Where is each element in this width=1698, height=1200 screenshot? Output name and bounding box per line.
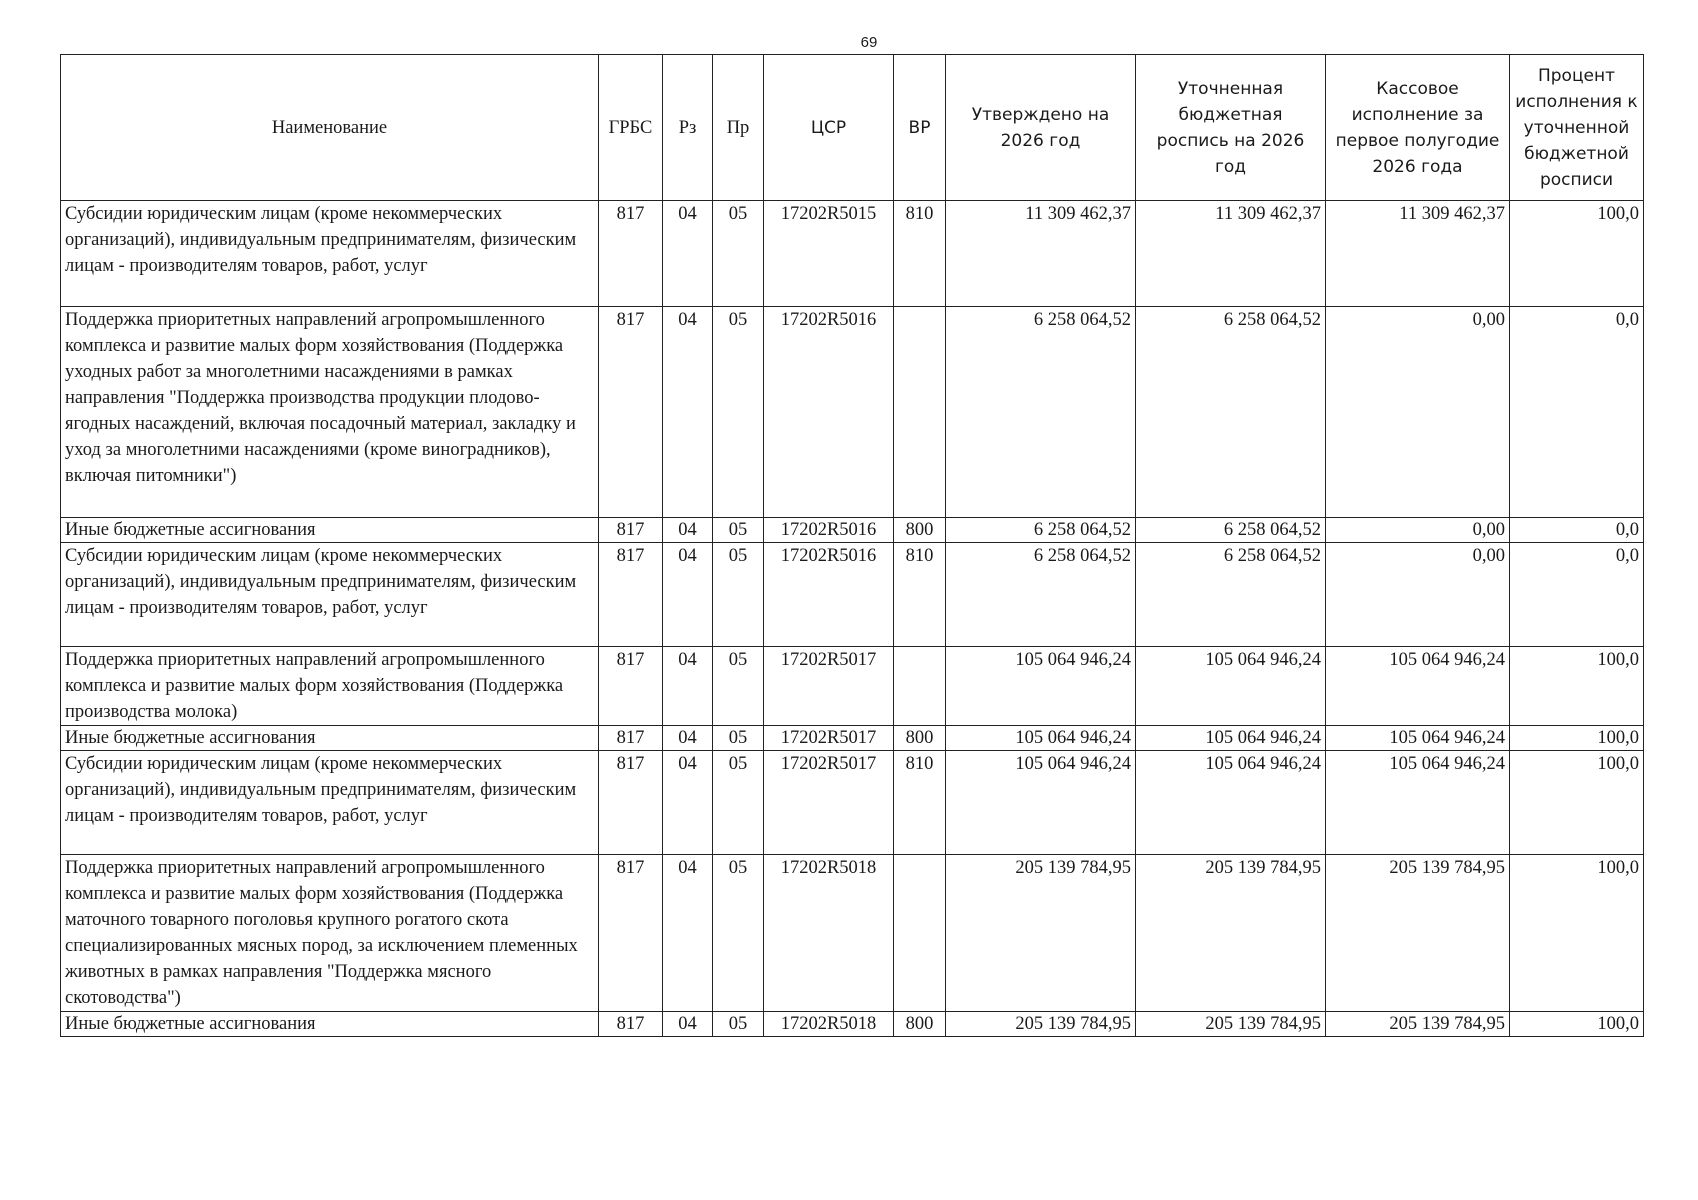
row-grbs: 817	[599, 726, 663, 751]
header-cash: Кассовое исполнение за первое полугодие 2026 года	[1326, 55, 1510, 201]
row-percent: 0,0	[1510, 307, 1644, 518]
row-grbs: 817	[599, 1012, 663, 1037]
header-percent: Процент исполнения к уточненной бюджетной росписи	[1510, 55, 1644, 201]
row-name: Поддержка приоритетных направлений агропромышленного комплекса и развитие малых форм хозяйствования (Поддержка маточного товарного поголовья крупного рогатого скота специализированных мясных пород, за исключением племенных животных в рамках направления "Поддержка мясного скотоводства")	[61, 855, 599, 1012]
row-grbs: 817	[599, 201, 663, 307]
row-approved: 105 064 946,24	[946, 726, 1136, 751]
row-vr: 800	[894, 1012, 946, 1037]
row-pr: 05	[713, 518, 764, 543]
table-row	[61, 307, 1644, 518]
row-name: Иные бюджетные ассигнования	[61, 1012, 599, 1037]
row-refined: 6 258 064,52	[1136, 307, 1326, 518]
table-row	[61, 201, 1644, 307]
row-grbs: 817	[599, 751, 663, 855]
row-grbs: 817	[599, 307, 663, 518]
row-csr: 17202R5018	[764, 1012, 894, 1037]
row-cash: 11 309 462,37	[1326, 201, 1510, 307]
row-csr: 17202R5018	[764, 855, 894, 1012]
row-percent: 0,0	[1510, 543, 1644, 647]
row-grbs: 817	[599, 543, 663, 647]
row-name: Субсидии юридическим лицам (кроме некоммерческих организаций), индивидуальным предпринимателям, физическим лицам - производителям товаров, работ, услуг	[61, 751, 599, 855]
row-percent: 100,0	[1510, 855, 1644, 1012]
row-rz: 04	[663, 647, 713, 726]
row-csr: 17202R5017	[764, 726, 894, 751]
row-percent: 100,0	[1510, 751, 1644, 855]
header-approved: Утверждено на 2026 год	[946, 55, 1136, 201]
budget-execution-table	[60, 54, 1644, 1037]
row-rz: 04	[663, 855, 713, 1012]
row-pr: 05	[713, 543, 764, 647]
row-csr: 17202R5016	[764, 307, 894, 518]
row-refined: 11 309 462,37	[1136, 201, 1326, 307]
row-vr: 800	[894, 726, 946, 751]
table-row	[61, 543, 1644, 647]
row-vr	[894, 307, 946, 518]
table-row	[61, 518, 1644, 543]
row-refined: 205 139 784,95	[1136, 855, 1326, 1012]
row-percent: 100,0	[1510, 201, 1644, 307]
row-grbs: 817	[599, 518, 663, 543]
table-row	[61, 855, 1644, 1012]
header-pr: Пр	[713, 55, 764, 201]
row-vr: 800	[894, 518, 946, 543]
row-name: Субсидии юридическим лицам (кроме некоммерческих организаций), индивидуальным предпринимателям, физическим лицам - производителям товаров, работ, услуг	[61, 543, 599, 647]
row-refined: 6 258 064,52	[1136, 518, 1326, 543]
row-name: Иные бюджетные ассигнования	[61, 726, 599, 751]
row-pr: 05	[713, 751, 764, 855]
row-vr: 810	[894, 751, 946, 855]
row-cash: 205 139 784,95	[1326, 1012, 1510, 1037]
row-approved: 6 258 064,52	[946, 518, 1136, 543]
row-pr: 05	[713, 201, 764, 307]
row-name: Поддержка приоритетных направлений агропромышленного комплекса и развитие малых форм хозяйствования (Поддержка уходных работ за многолетними насаждениями в рамках направления "Поддержка производства продукции плодово-ягодных насаждений, включая посадочный материал, закладку и уход за многолетними насаждениями (кроме виноградников), включая питомники")	[61, 307, 599, 518]
row-cash: 0,00	[1326, 543, 1510, 647]
row-cash: 105 064 946,24	[1326, 726, 1510, 751]
header-rz: Рз	[663, 55, 713, 201]
row-refined: 6 258 064,52	[1136, 543, 1326, 647]
row-pr: 05	[713, 855, 764, 1012]
budget-table-container	[60, 54, 1643, 1037]
row-name: Поддержка приоритетных направлений агропромышленного комплекса и развитие малых форм хозяйствования (Поддержка производства молока)	[61, 647, 599, 726]
row-cash: 205 139 784,95	[1326, 855, 1510, 1012]
row-percent: 100,0	[1510, 1012, 1644, 1037]
row-vr: 810	[894, 543, 946, 647]
row-csr: 17202R5016	[764, 543, 894, 647]
table-row	[61, 647, 1644, 726]
row-refined: 205 139 784,95	[1136, 1012, 1326, 1037]
row-approved: 6 258 064,52	[946, 307, 1136, 518]
row-pr: 05	[713, 1012, 764, 1037]
row-pr: 05	[713, 726, 764, 751]
row-grbs: 817	[599, 647, 663, 726]
row-rz: 04	[663, 307, 713, 518]
row-rz: 04	[663, 518, 713, 543]
row-approved: 205 139 784,95	[946, 1012, 1136, 1037]
row-cash: 105 064 946,24	[1326, 647, 1510, 726]
row-refined: 105 064 946,24	[1136, 726, 1326, 751]
header-csr: ЦСР	[764, 55, 894, 201]
row-percent: 100,0	[1510, 647, 1644, 726]
row-rz: 04	[663, 543, 713, 647]
row-rz: 04	[663, 751, 713, 855]
row-rz: 04	[663, 1012, 713, 1037]
row-csr: 17202R5015	[764, 201, 894, 307]
table-header-row	[61, 55, 1644, 201]
row-cash: 0,00	[1326, 518, 1510, 543]
page-number: 69	[860, 34, 878, 51]
row-name: Субсидии юридическим лицам (кроме некоммерческих организаций), индивидуальным предпринимателям, физическим лицам - производителям товаров, работ, услуг	[61, 201, 599, 307]
row-rz: 04	[663, 726, 713, 751]
row-vr: 810	[894, 201, 946, 307]
row-name: Иные бюджетные ассигнования	[61, 518, 599, 543]
row-vr	[894, 855, 946, 1012]
row-approved: 105 064 946,24	[946, 647, 1136, 726]
row-percent: 100,0	[1510, 726, 1644, 751]
header-refined: Уточненная бюджетная роспись на 2026 год	[1136, 55, 1326, 201]
header-name: Наименование	[61, 55, 599, 201]
row-pr: 05	[713, 307, 764, 518]
row-refined: 105 064 946,24	[1136, 647, 1326, 726]
row-approved: 105 064 946,24	[946, 751, 1136, 855]
row-grbs: 817	[599, 855, 663, 1012]
row-pr: 05	[713, 647, 764, 726]
row-cash: 0,00	[1326, 307, 1510, 518]
table-row	[61, 726, 1644, 751]
row-csr: 17202R5016	[764, 518, 894, 543]
table-row	[61, 1012, 1644, 1037]
row-percent: 0,0	[1510, 518, 1644, 543]
row-csr: 17202R5017	[764, 751, 894, 855]
header-grbs: ГРБС	[599, 55, 663, 201]
row-cash: 105 064 946,24	[1326, 751, 1510, 855]
row-rz: 04	[663, 201, 713, 307]
row-approved: 6 258 064,52	[946, 543, 1136, 647]
row-refined: 105 064 946,24	[1136, 751, 1326, 855]
table-row	[61, 751, 1644, 855]
row-approved: 11 309 462,37	[946, 201, 1136, 307]
header-vr: ВР	[894, 55, 946, 201]
row-csr: 17202R5017	[764, 647, 894, 726]
row-approved: 205 139 784,95	[946, 855, 1136, 1012]
row-vr	[894, 647, 946, 726]
